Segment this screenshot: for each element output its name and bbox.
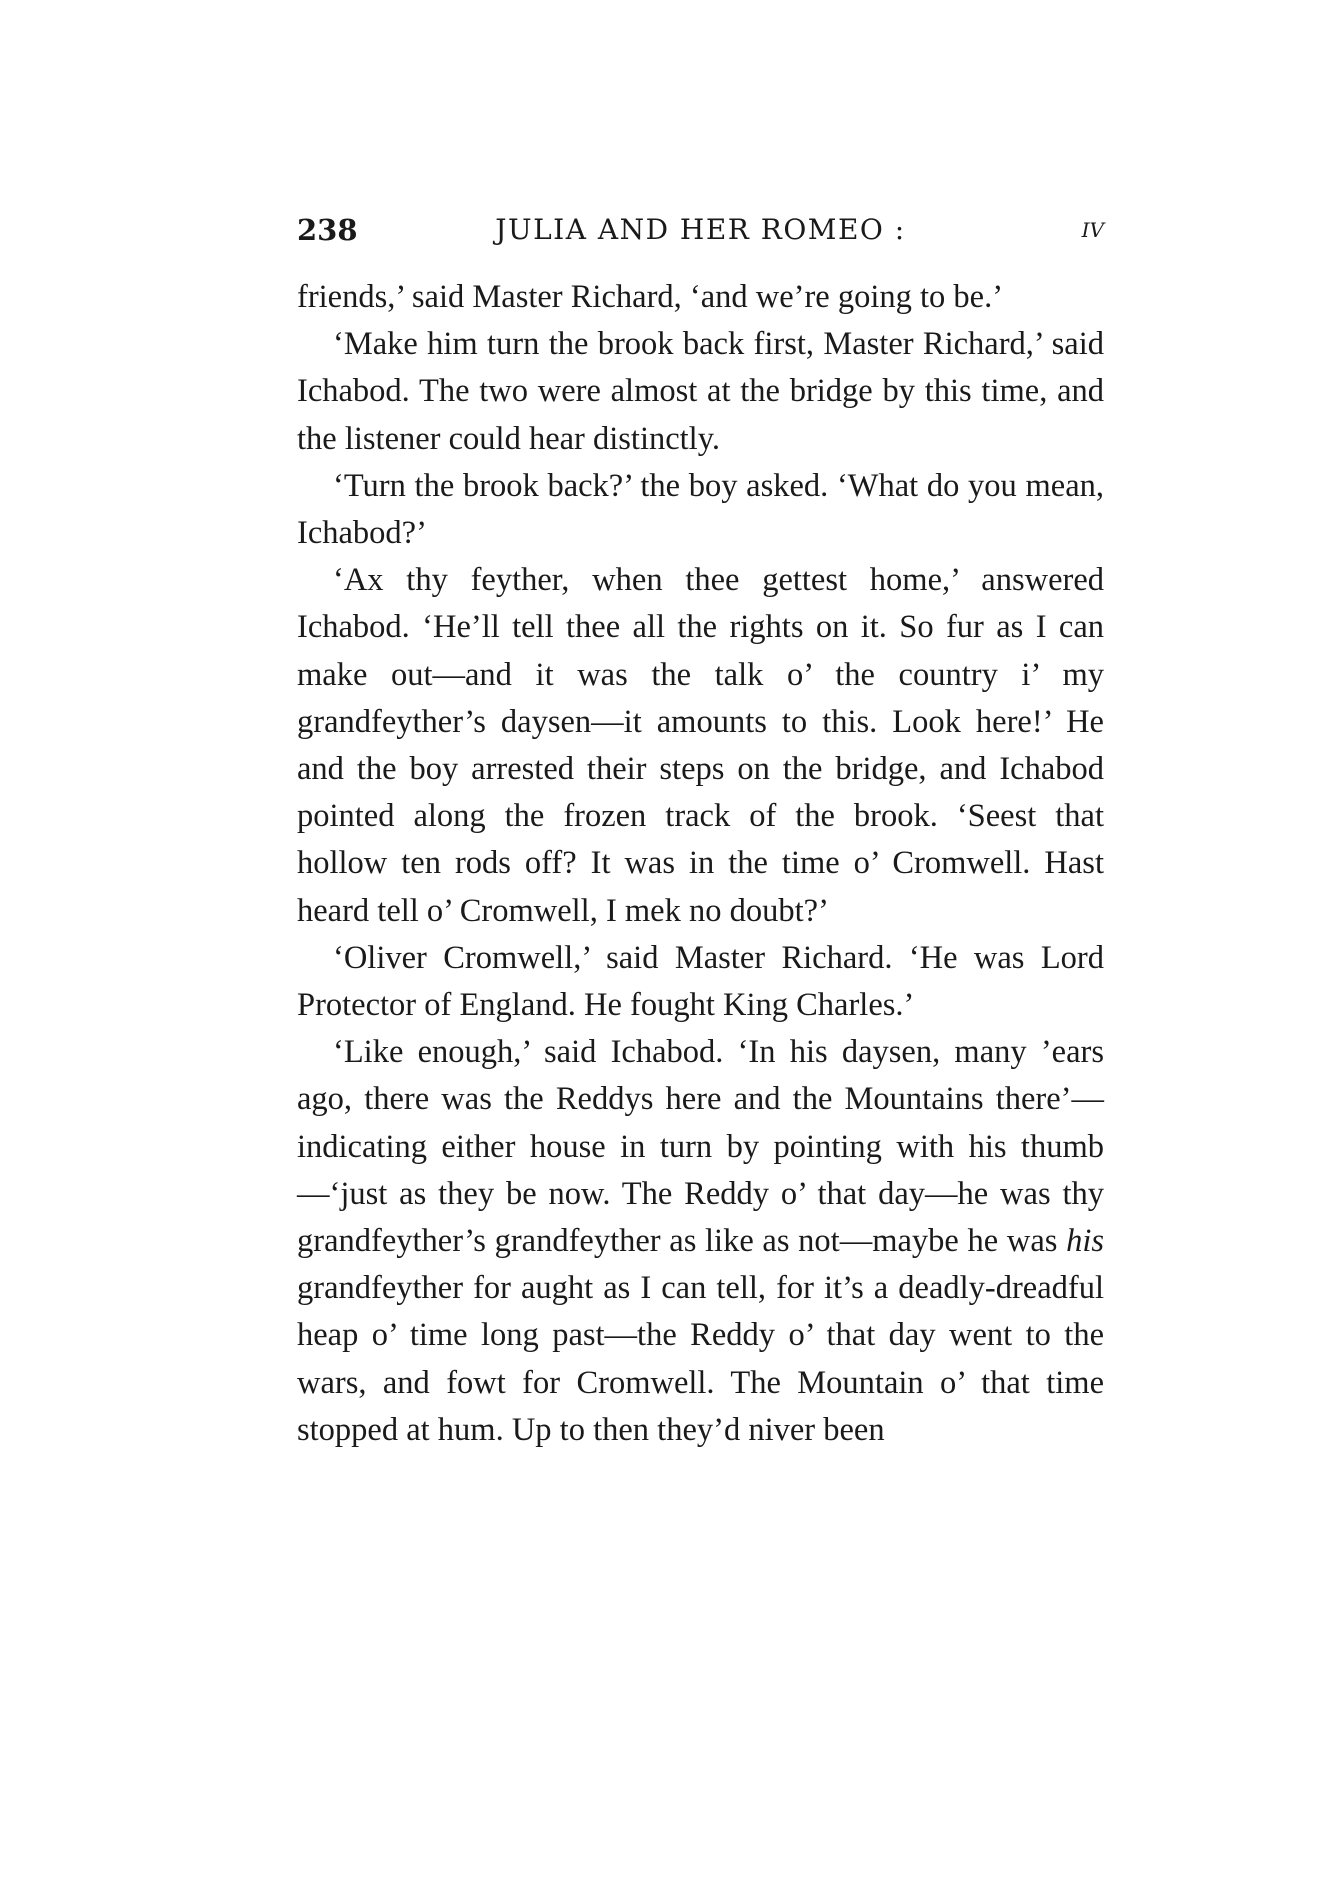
paragraph: ‘Make him turn the brook back first, Master Richard,’ said Ichabod. The two were almost at the bridge by this time, and the listener could hear distinctly.: [297, 326, 1104, 457]
paragraph: ‘Ax thy feyther, when thee gettest home,’ answered Ichabod. ‘He’ll tell thee all the rights on it. So fur as I can make out—and it was the talk o’ the country i’ my grandfeyther’s daysen—it amounts to this. Look here!’ He and the boy arrested their steps on the bridge, and Ichabod pointed along the frozen track of the brook. ‘Seest that hollow ten rods off? It was in the time o’ Cromwell. Hast heard tell o’ Cromwell, I mek no doubt?’: [297, 562, 1104, 929]
running-title: JULIA AND HER ROMEO :: [495, 213, 906, 246]
paragraph: friends,’ said Master Richard, ‘and we’re going to be.’: [297, 279, 1004, 315]
running-head: [297, 205, 1104, 255]
paragraph: ‘Turn the brook back?’ the boy asked. ‘What do you mean, Ichabod?’: [297, 467, 1104, 552]
page-number: 238: [297, 213, 358, 247]
paragraph: ‘Oliver Cromwell,’ said Master Richard. ‘He was Lord Protector of England. He fought King Charles.’: [297, 939, 1104, 1024]
paragraph-text: grandfeyther for aught as I can tell, for it’s a deadly-dreadful heap o’ time long past—the Reddy o’ that day went to the wars, and fowt for Cromwell. The Mountain o’ that time stopped at hum. Up to then they’d niver been: [297, 1270, 1104, 1448]
chapter-numeral: IV: [1081, 218, 1104, 242]
body-text: [297, 274, 1104, 1454]
paragraph: [297, 1029, 1104, 1454]
paragraph-text: ‘Like enough,’ said Ichabod. ‘In his daysen, many ’ears ago, there was the Reddys here and the Mountains there’—indicating either house in turn by pointing with his thumb—‘just as they be now. The Reddy o’ that day—he was thy grandfeyther’s grandfeyther as like as not—maybe he was: [297, 1034, 1104, 1260]
emphasized-word: his: [1066, 1223, 1104, 1260]
